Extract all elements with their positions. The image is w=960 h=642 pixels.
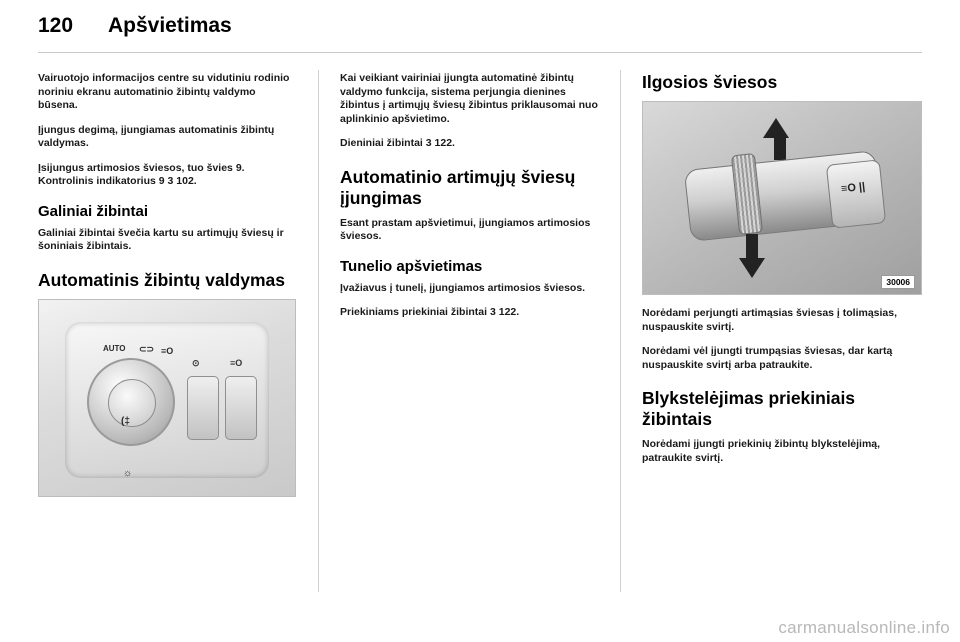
parking-light-icon: ⊂⊃ — [139, 343, 155, 354]
high-beam-icon: ≡O || — [840, 180, 866, 196]
switch-panel-body — [65, 322, 269, 478]
arrow-up-icon — [763, 118, 789, 138]
instrument-brightness-icon: ☼ — [123, 467, 133, 479]
figure-caption: 30006 — [881, 275, 915, 289]
stalk-tip — [826, 159, 886, 228]
paragraph: Galiniai žibintai švečia kartu su artimųjų šviesų ir šoniniais žibintais. — [38, 226, 284, 252]
column-divider-2 — [620, 70, 621, 592]
figure-light-switch-panel — [38, 299, 296, 497]
column-1 — [38, 72, 296, 497]
section-heading-high-beam: Ilgosios šviesos — [642, 72, 778, 92]
page-header — [38, 14, 922, 48]
paragraph: Norėdami perjungti artimąsias šviesas į tolimąsias, nuspauskite svirtį. — [642, 307, 898, 333]
paragraph: Įjungus degimą, įjungiamas automatinis žibintų valdymas. — [38, 123, 275, 149]
rear-fog-light-button — [225, 376, 257, 440]
fog-light-icon: ⊙ — [192, 357, 200, 368]
page-number: 120 — [38, 14, 74, 37]
paragraph: Vairuotojo informacijos centre su vidutiniu rodinio noriniu ekranu automatinio žibintų valdymo būsena. — [38, 72, 290, 111]
paragraph: Įvažiavus į tunelį, įjungiamos artimosios šviesos. — [340, 281, 586, 294]
section-heading-tunnel-lighting: Tunelio apšvietimas — [340, 257, 483, 275]
dial-inner — [108, 379, 156, 427]
arrow-down-stem — [746, 234, 758, 258]
header-divider — [38, 52, 922, 53]
column-3 — [642, 72, 922, 476]
section-heading-automatic-light-control: Automatinis žibintų valdymas — [38, 269, 285, 290]
paragraph: Priekiniams priekiniai žibintai 3 122. — [340, 306, 520, 318]
paragraph: Kai veikiant vairiniai įjungta automatinė žibintų valdymo funkcija, sistema perjungia dienines žibintus į artimųjų šviesų žibintus priklausomai nuo aplinkinio apšvietimo. — [340, 72, 598, 125]
arrow-down-icon — [739, 258, 765, 278]
paragraph: Esant prastam apšvietimui, įjungiamos artimosios šviesos. — [340, 216, 591, 242]
arrow-up-stem — [774, 136, 786, 160]
column-2 — [340, 72, 598, 331]
paragraph: Norėdami įjungti priekinių žibintų blykstelėjimą, patraukite svirtį. — [642, 438, 881, 464]
dial-label-auto: AUTO — [103, 343, 126, 353]
paragraph: Įsijungus artimosios šviesos, tuo švies 9. Kontrolinis indikatorius 9 3 102. — [38, 161, 245, 187]
paragraph: Norėdami vėl įjungti trumpąsias šviesas, dar kartą nuspauskite svirtį arba patraukite. — [642, 345, 893, 371]
fog-light-button — [187, 376, 219, 440]
rear-fog-light-icon: ≡O — [230, 357, 243, 368]
section-heading-headlight-flash: Blykstelėjimas priekiniais žibintais — [642, 388, 856, 429]
headlight-icon: ≡O — [161, 345, 174, 356]
light-rotary-dial — [87, 358, 175, 446]
paragraph: Dieniniai žibintai 3 122. — [340, 137, 455, 149]
watermark-footer: carmanualsonline.info — [778, 618, 950, 637]
section-heading-auto-low-beam: Automatinio artimųjų šviesų įjungimas — [340, 166, 576, 208]
low-beam-icon: (‡ — [121, 415, 130, 427]
page-title: Apšvietimas — [108, 14, 232, 37]
figure-light-stalk — [642, 101, 922, 295]
section-heading-tail-lights: Galiniai žibintai — [38, 202, 149, 220]
column-divider-1 — [318, 70, 319, 592]
